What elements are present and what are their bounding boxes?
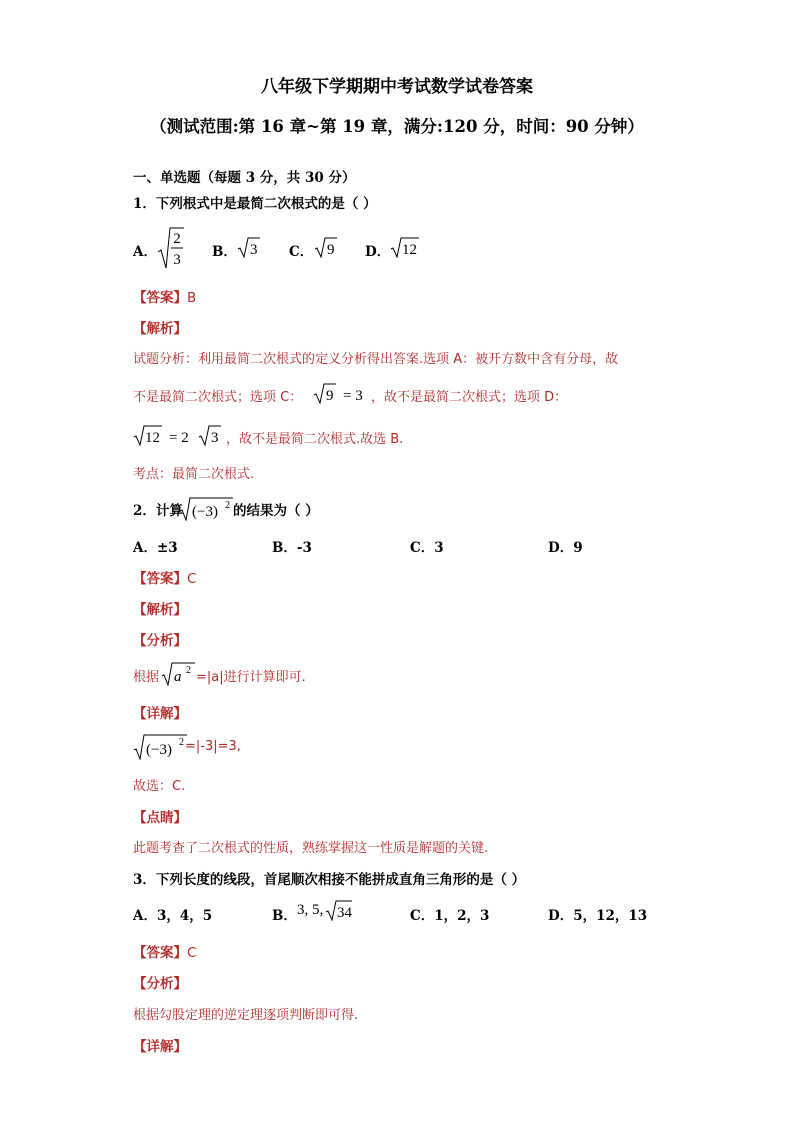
q2-dianjing: 此题考查了二次根式的性质，熟练掌握这一性质是解题的关键. xyxy=(133,841,489,856)
q3-option-c: C．1，2，3 xyxy=(410,908,490,924)
q1-answer xyxy=(133,286,196,306)
q1-option-d-label: D． xyxy=(365,244,391,260)
q2-fenxi-a: 根据 xyxy=(133,670,160,685)
q1-analysis-tag: 【解析】 xyxy=(133,321,187,337)
q1-analysis-line2-a: 不是最简二次根式；选项 C： xyxy=(133,390,303,405)
q2-option-a: A．±3 xyxy=(133,540,178,556)
q2-analysis-tag: 【解析】 xyxy=(133,602,187,618)
answer-tag: 【答案】 xyxy=(133,571,187,587)
q3-option-b-rad: 34 xyxy=(337,905,352,921)
q2-option-c: C．3 xyxy=(410,540,444,556)
q1-option-c-rad: 9 xyxy=(327,242,335,258)
q2-stem-b: 的结果为（ ） xyxy=(233,503,319,519)
q1-option-b-formula xyxy=(237,236,261,258)
answer-value: B xyxy=(187,290,197,306)
q1-analysis-line2-formula xyxy=(313,382,373,404)
q3-option-b-text: 3, 5, xyxy=(297,902,324,918)
q3-xiangjie-tag: 【详解】 xyxy=(133,1039,187,1055)
q3-option-b-formula xyxy=(325,899,353,921)
q1-option-c-label: C． xyxy=(289,244,314,260)
q2-fenxi-rad: a xyxy=(174,669,182,685)
q1-analysis-line3-rad: 12 xyxy=(145,430,160,446)
q2-xiangjie-b: =|-3|=3, xyxy=(185,739,241,754)
section-heading: 一、单选题（每题 3 分，共 30 分） xyxy=(133,170,356,186)
page-subtitle: （测试范围:第 16 章~第 19 章，满分:120 分，时间：90 分钟） xyxy=(150,117,644,136)
q2-fenxi-exp: 2 xyxy=(186,665,191,676)
q1-analysis-line3-rad2: 3 xyxy=(211,430,219,446)
q1-option-d-rad: 12 xyxy=(402,242,417,258)
q2-stem-exp: 2 xyxy=(225,500,230,511)
q1-analysis-line3-b: ，故不是最简二次根式.故选 B. xyxy=(226,432,404,447)
q1-kaodian: 考点：最简二次根式. xyxy=(133,467,255,482)
q1-option-b-label: B． xyxy=(212,244,237,260)
q2-option-b: B．-3 xyxy=(272,540,312,556)
q1-analysis-line1: 试题分析：利用最简二次根式的定义分析得出答案.选项 A：被开方数中含有分母，故 xyxy=(133,352,619,367)
q3-fenxi: 根据勾股定理的逆定理逐项判断即可得. xyxy=(133,1008,359,1023)
q2-stem-a: 2．计算 xyxy=(133,503,183,519)
q1-option-d-formula xyxy=(390,236,420,258)
q1-analysis-line2-b: ，故不是最简二次根式；选项 D： xyxy=(371,390,568,405)
q2-fenxi-b: =|a|进行计算即可. xyxy=(196,670,306,685)
answer-tag: 【答案】 xyxy=(133,290,187,306)
q1-option-a-num: 2 xyxy=(173,231,181,247)
answer-value: C xyxy=(187,571,197,587)
q3-option-a: A．3，4，5 xyxy=(133,908,213,924)
q2-xiangjie-exp: 2 xyxy=(179,737,184,748)
q1-option-c-formula xyxy=(314,236,338,258)
q2-stem-formula xyxy=(179,495,237,521)
q1-analysis-line2-rad: 9 xyxy=(326,388,334,404)
q2-xiangjie-rad: (−3) xyxy=(146,742,172,758)
q1-option-a-formula xyxy=(157,226,185,270)
q2-stem-rad: (−3) xyxy=(192,504,218,520)
answer-tag: 【答案】 xyxy=(133,945,187,961)
q2-answer xyxy=(133,567,196,587)
q3-option-b-label: B． xyxy=(272,908,297,924)
q2-xiangjie-tag: 【详解】 xyxy=(133,706,187,722)
q2-fenxi-tag: 【分析】 xyxy=(133,633,187,649)
q1-option-a-label: A． xyxy=(133,244,157,260)
q2-guxuan: 故选：C. xyxy=(133,779,186,794)
answer-value: C xyxy=(187,945,197,961)
q1-analysis-line3-eq: = 2 xyxy=(169,430,189,446)
q2-fenxi-formula xyxy=(161,660,197,686)
page-title: 八年级下学期期中考试数学试卷答案 xyxy=(261,77,533,97)
q1-option-a-den: 3 xyxy=(173,252,181,268)
q2-xiangjie-formula xyxy=(133,732,191,760)
q1-analysis-line3-formula xyxy=(133,424,233,446)
q2-dianjing-tag: 【点睛】 xyxy=(133,810,187,826)
q3-option-d: D．5，12，13 xyxy=(548,908,648,924)
q2-option-d: D．9 xyxy=(548,540,583,556)
q1-analysis-line2-eq: = 3 xyxy=(343,388,363,404)
q1-stem: 1．下列根式中是最简二次根式的是（ ） xyxy=(133,196,377,212)
q3-answer xyxy=(133,941,196,961)
q1-option-b-rad: 3 xyxy=(250,242,258,258)
q3-stem: 3．下列长度的线段，首尾顺次相接不能拼成直角三角形的是（ ） xyxy=(133,872,526,888)
q3-fenxi-tag: 【分析】 xyxy=(133,976,187,992)
